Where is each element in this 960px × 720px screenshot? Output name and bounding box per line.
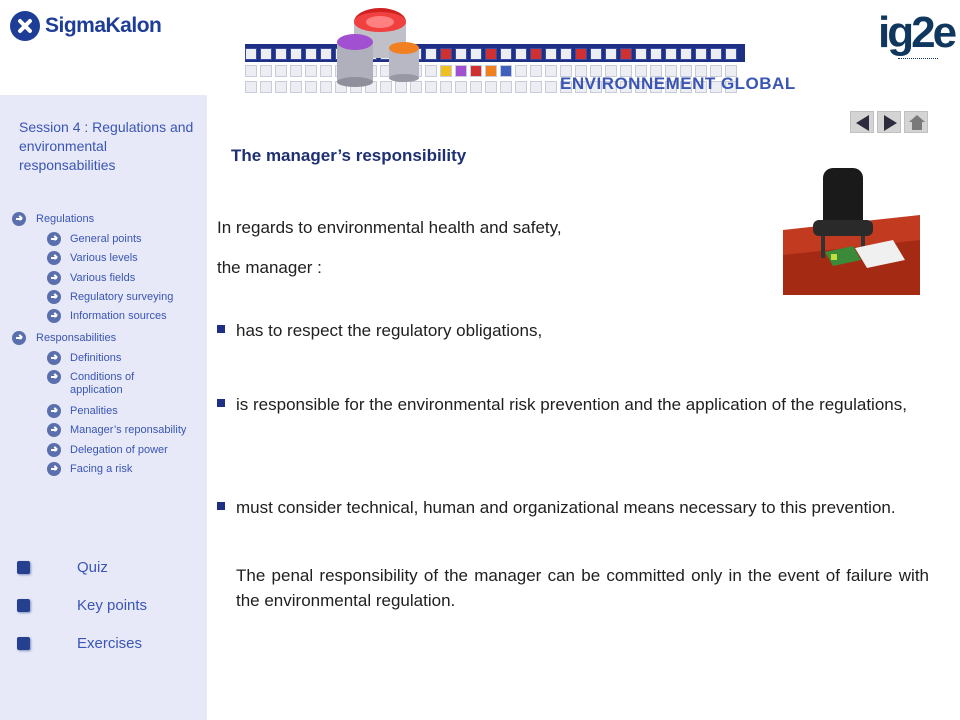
arrow-left-icon [856, 115, 869, 131]
header-tile [290, 48, 302, 60]
sigmakalon-logo [10, 10, 161, 42]
key-points-link[interactable] [17, 597, 147, 614]
arrow-right-icon [47, 404, 61, 418]
home-icon-body [912, 122, 922, 130]
header-tile [470, 81, 482, 93]
nav-item-label: Definitions [70, 352, 122, 364]
header-tile [275, 65, 287, 77]
header-tile [545, 65, 557, 77]
nav-item-regulations[interactable] [12, 213, 94, 226]
arrow-right-icon [47, 251, 61, 265]
header-tile [305, 65, 317, 77]
intro-line-1: In regards to environmental health and safety, [217, 218, 562, 237]
header-tile [485, 65, 497, 77]
nav-item-regulatory-surveying[interactable] [47, 291, 173, 304]
nav-item-penalities[interactable] [47, 405, 118, 418]
ig2e-underline [898, 58, 938, 63]
exercises-link[interactable] [17, 635, 142, 652]
header-tile [500, 81, 512, 93]
header-tile [620, 48, 632, 60]
ig2e-brand-text: ig2e [878, 8, 955, 57]
header-tile [440, 81, 452, 93]
home-icon [909, 115, 925, 122]
nav-item-label: Responsabilities [36, 332, 117, 344]
nav-item-conditions-of-application[interactable] [47, 371, 187, 397]
arrow-right-icon [47, 290, 61, 304]
header-tile [605, 48, 617, 60]
header-tile [245, 81, 257, 93]
header-tile [440, 48, 452, 60]
nav-item-information-sources[interactable] [47, 310, 167, 323]
header-tile [545, 48, 557, 60]
nav-item-label: Regulations [36, 213, 95, 225]
arrow-right-icon [47, 443, 61, 457]
header-tile [290, 81, 302, 93]
header-tile [515, 65, 527, 77]
arrow-right-icon [47, 309, 61, 323]
arrow-right-icon [47, 370, 61, 384]
header-tile [485, 81, 497, 93]
arrow-right-icon [12, 331, 26, 345]
header-tile [680, 48, 692, 60]
key-points-label: Key points [77, 597, 148, 614]
header-tile [245, 65, 257, 77]
sidebar [0, 95, 207, 720]
arrow-right-icon [47, 351, 61, 365]
header-tile [530, 65, 542, 77]
ig2e-logo [878, 8, 955, 70]
header-tile [710, 48, 722, 60]
header-tile [650, 48, 662, 60]
header-tile [275, 81, 287, 93]
header-tile [470, 65, 482, 77]
nav-item-label: Manager’s reponsability [70, 424, 187, 436]
next-button[interactable] [877, 111, 901, 133]
header-tile [725, 48, 737, 60]
header-tile [245, 48, 257, 60]
section-title: ENVIRONNEMENT GLOBAL [560, 74, 796, 93]
bullet-text: has to respect the regulatory obligations, [236, 321, 543, 340]
nav-item-label: Various fields [70, 272, 136, 284]
square-bullet-icon [217, 502, 225, 510]
header-tile [455, 48, 467, 60]
header-tile [305, 81, 317, 93]
exercises-label: Exercises [77, 635, 143, 652]
nav-item-definitions[interactable] [47, 352, 121, 365]
header-tile [500, 65, 512, 77]
nav-item-general-points[interactable] [47, 233, 142, 246]
square-bullet-icon [17, 561, 30, 574]
nav-item-label: Delegation of power [70, 444, 168, 456]
nav-item-label: Conditions of application [70, 371, 135, 396]
square-bullet-icon [17, 637, 30, 650]
header-tile [695, 48, 707, 60]
header-tile [590, 48, 602, 60]
arrow-right-icon [47, 271, 61, 285]
page-navigation [850, 111, 931, 133]
header-tile [470, 48, 482, 60]
nav-item-label: Regulatory surveying [70, 291, 174, 303]
nav-item-various-levels[interactable] [47, 252, 138, 265]
nav-item-responsabilities[interactable] [12, 332, 116, 345]
square-bullet-icon [217, 325, 225, 333]
header-tile [500, 48, 512, 60]
arrow-right-icon [884, 115, 897, 131]
bullet-text: is responsible for the environmental risk prevention and the application of the regulations, [236, 395, 907, 414]
header-tile [545, 81, 557, 93]
header-tile [260, 65, 272, 77]
header [0, 0, 960, 110]
header-tile [260, 48, 272, 60]
previous-button[interactable] [850, 111, 874, 133]
bullet-item [217, 391, 912, 418]
nav-item-label: Various levels [70, 252, 138, 264]
arrow-right-icon [47, 232, 61, 246]
conclusion-text: The penal responsibility of the manager can be committed only in the event of failure with the environmental regulation. [236, 566, 929, 610]
arrow-right-icon [47, 462, 61, 476]
bullet-item [217, 494, 912, 521]
header-tile [635, 48, 647, 60]
arrow-right-icon [12, 212, 26, 226]
nav-item-label: General points [70, 233, 142, 245]
bullet-text: must consider technical, human and organizational means necessary to this prevention. [236, 498, 896, 517]
sigmakalon-brand-text: SigmaKalon [45, 14, 162, 37]
header-tile [515, 81, 527, 93]
home-button[interactable] [904, 111, 928, 133]
header-tile [530, 48, 542, 60]
header-tile [290, 65, 302, 77]
nav-item-managers-reponsability[interactable] [47, 424, 186, 437]
header-tile [305, 48, 317, 60]
header-tile [455, 65, 467, 77]
header-tile [485, 48, 497, 60]
nav-item-various-fields[interactable] [47, 272, 135, 285]
header-tile [440, 65, 452, 77]
square-bullet-icon [17, 599, 30, 612]
nav-item-facing-a-risk[interactable] [47, 463, 132, 476]
header-tile [455, 81, 467, 93]
header-tile [275, 48, 287, 60]
header-tile [260, 81, 272, 93]
header-tile [575, 48, 587, 60]
header-tile [530, 81, 542, 93]
arrow-right-icon [47, 423, 61, 437]
header-tile [560, 48, 572, 60]
square-bullet-icon [217, 399, 225, 407]
nav-item-label: Information sources [70, 310, 167, 322]
bullet-item [217, 317, 912, 344]
quiz-label: Quiz [77, 559, 108, 576]
nav-item-label: Facing a risk [70, 463, 133, 475]
quiz-link[interactable] [17, 559, 108, 576]
nav-item-delegation-of-power[interactable] [47, 444, 168, 457]
page-title: The manager’s responsibility [231, 146, 467, 165]
header-tile [665, 48, 677, 60]
session-title: Session 4 : Regulations and environmental responsabilities [19, 119, 194, 173]
header-tile [515, 48, 527, 60]
sigmakalon-mark-icon [10, 11, 40, 41]
office-chair-illustration [783, 160, 920, 295]
paint-cans-illustration [325, 0, 435, 88]
nav-item-label: Penalities [70, 405, 118, 417]
intro-line-2: the manager : [217, 258, 322, 277]
